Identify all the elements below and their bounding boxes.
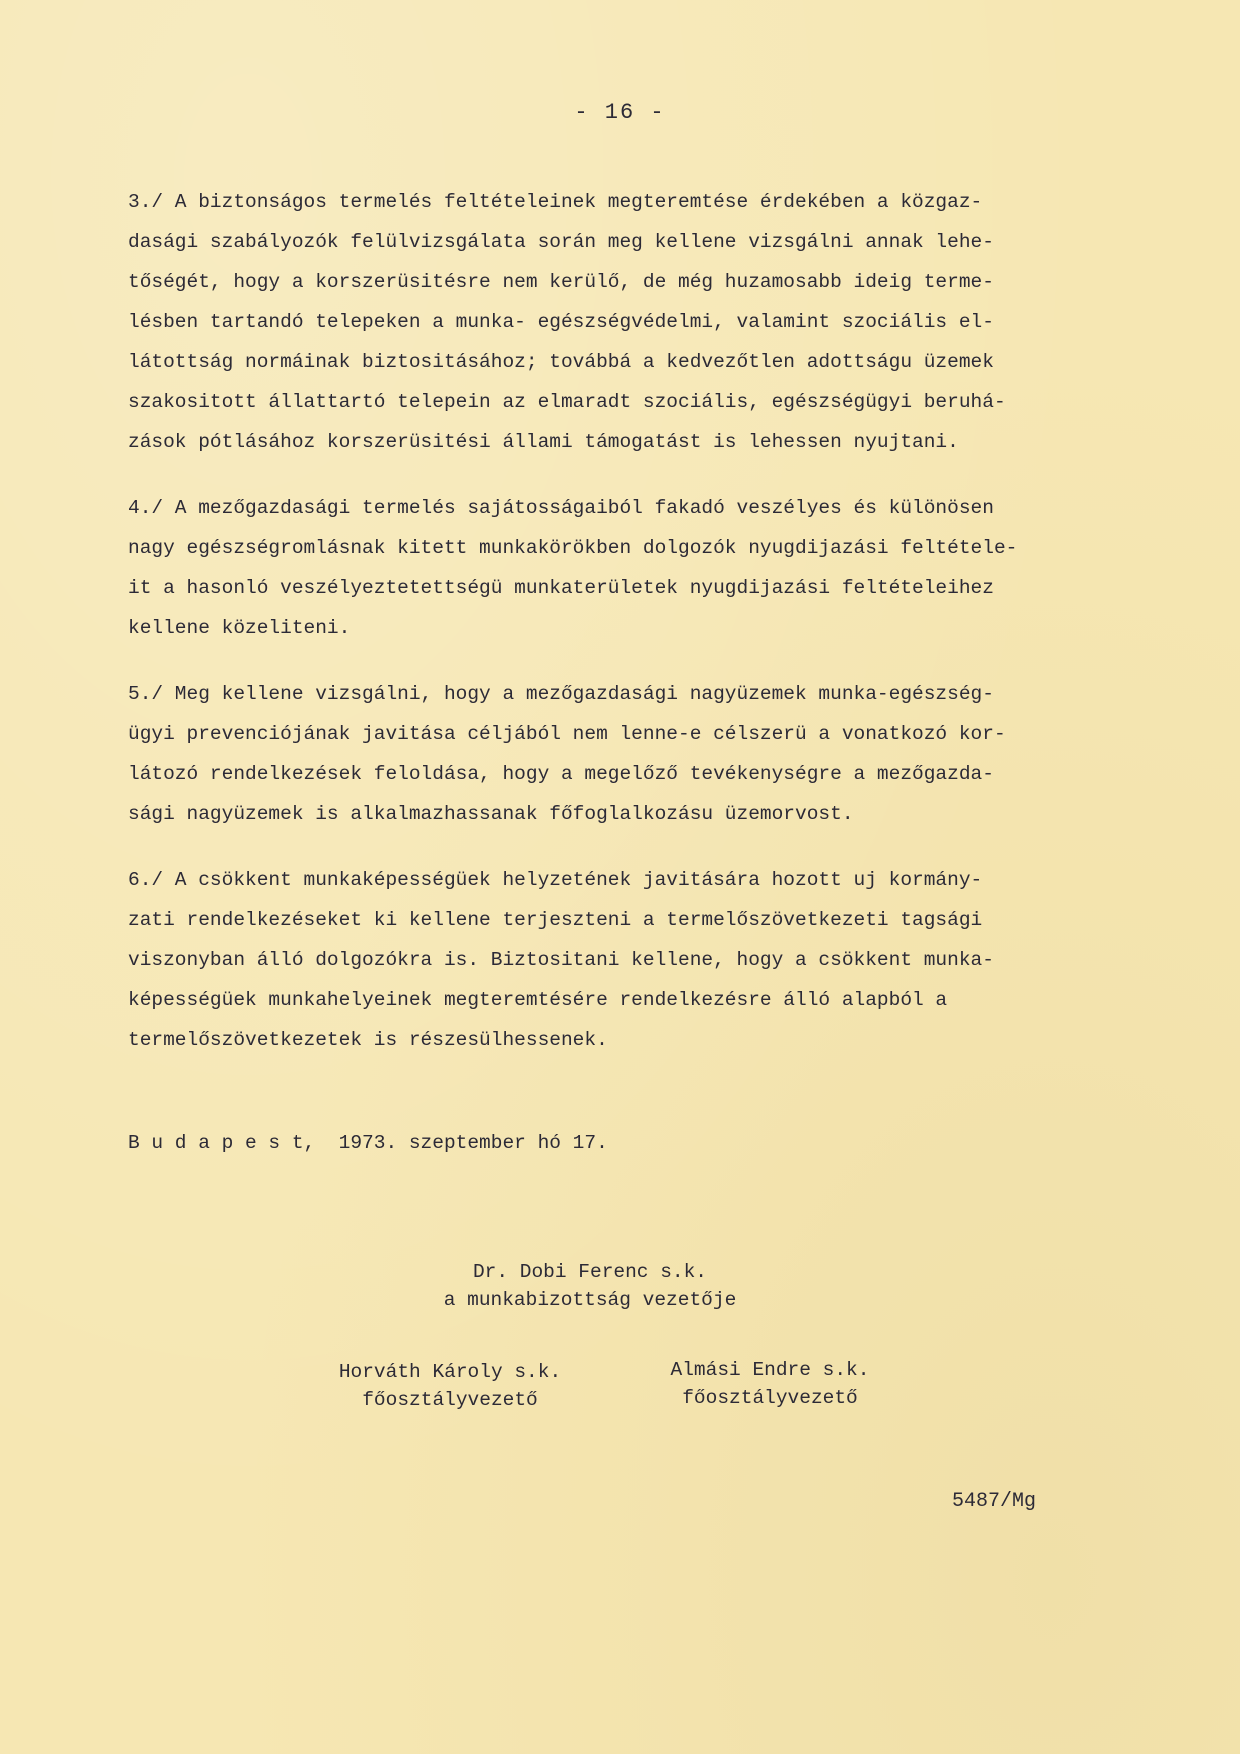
- paragraph-line: látozó rendelkezések feloldása, hogy a megelőző tevékenységre a mezőgazda-: [128, 763, 994, 785]
- paragraph-line: it a hasonló veszélyeztetettségü munkaterületek nyugdijazási feltételeihez: [128, 577, 994, 599]
- signatory-name: Dr. Dobi Ferenc s.k.: [472, 1261, 708, 1283]
- signature-main: [380, 1258, 800, 1314]
- signatory-name: Horváth Károly s.k.: [338, 1361, 562, 1383]
- signatory-title: a munkabizottság vezetője: [443, 1289, 737, 1311]
- paragraph-3: [128, 182, 1128, 462]
- paragraph-line: 5./ Meg kellene vizsgálni, hogy a mezőgazdasági nagyüzemek munka-egészség-: [128, 683, 994, 705]
- paragraph-line: dasági szabályozók felülvizsgálata során meg kellene vizsgálni annak lehe-: [128, 231, 994, 253]
- paragraph-line: 6./ A csökkent munkaképességüek helyzetének javitására hozott uj kormány-: [128, 869, 983, 891]
- paragraph-5: [128, 674, 1128, 834]
- paragraph-line: zati rendelkezéseket ki kellene terjeszteni a termelőszövetkezeti tagsági: [128, 909, 983, 931]
- paragraph-line: kellene közeliteni.: [128, 617, 351, 639]
- signatory-name: Almási Endre s.k.: [670, 1359, 870, 1381]
- paragraph-line: ügyi prevenciójának javitása céljából nem lenne-e célszerü a vonatkozó kor-: [128, 723, 1006, 745]
- place-and-date: B u d a p e s t, 1973. szeptember hó 17.: [128, 1132, 608, 1154]
- paragraph-line: 3./ A biztonságos termelés feltételeinek megteremtése érdekében a közgaz-: [128, 191, 983, 213]
- paragraph-line: 4./ A mezőgazdasági termelés sajátosságaiból fakadó veszélyes és különösen: [128, 497, 994, 519]
- signatory-title: főosztályvezető: [682, 1387, 858, 1409]
- paragraph-4: [128, 488, 1128, 648]
- paragraph-line: képességüek munkahelyeinek megteremtésére rendelkezésre álló alapból a: [128, 989, 948, 1011]
- paragraph-line: zások pótlásához korszerüsitési állami támogatást is lehessen nyujtani.: [128, 431, 959, 453]
- reference-code: 5487/Mg: [952, 1490, 1037, 1513]
- signature-right: [640, 1356, 900, 1412]
- document-body: [128, 182, 1128, 1086]
- paragraph-line: lésben tartandó telepeken a munka- egészségvédelmi, valamint szociális el-: [128, 311, 994, 333]
- paragraph-line: tőségét, hogy a korszerüsitésre nem kerülő, de még huzamosabb ideig terme-: [128, 271, 994, 293]
- paragraph-line: szakositott állattartó telepein az elmaradt szociális, egészségügyi beruhá-: [128, 391, 1006, 413]
- signatory-title: főosztályvezető: [362, 1389, 538, 1411]
- paragraph-line: nagy egészségromlásnak kitett munkakörökben dolgozók nyugdijazási feltétele-: [128, 537, 1018, 559]
- paragraph-line: sági nagyüzemek is alkalmazhassanak főfoglalkozásu üzemorvost.: [128, 803, 854, 825]
- paragraph-line: látottság normáinak biztositásához; továbbá a kedvezőtlen adottságu üzemek: [128, 351, 994, 373]
- paragraph-6: [128, 860, 1128, 1060]
- paragraph-line: viszonyban álló dolgozókra is. Biztositani kellene, hogy a csökkent munka-: [128, 949, 994, 971]
- paragraph-line: termelőszövetkezetek is részesülhessenek.: [128, 1029, 608, 1051]
- page-number: - 16 -: [574, 100, 666, 125]
- signature-left: [300, 1358, 600, 1414]
